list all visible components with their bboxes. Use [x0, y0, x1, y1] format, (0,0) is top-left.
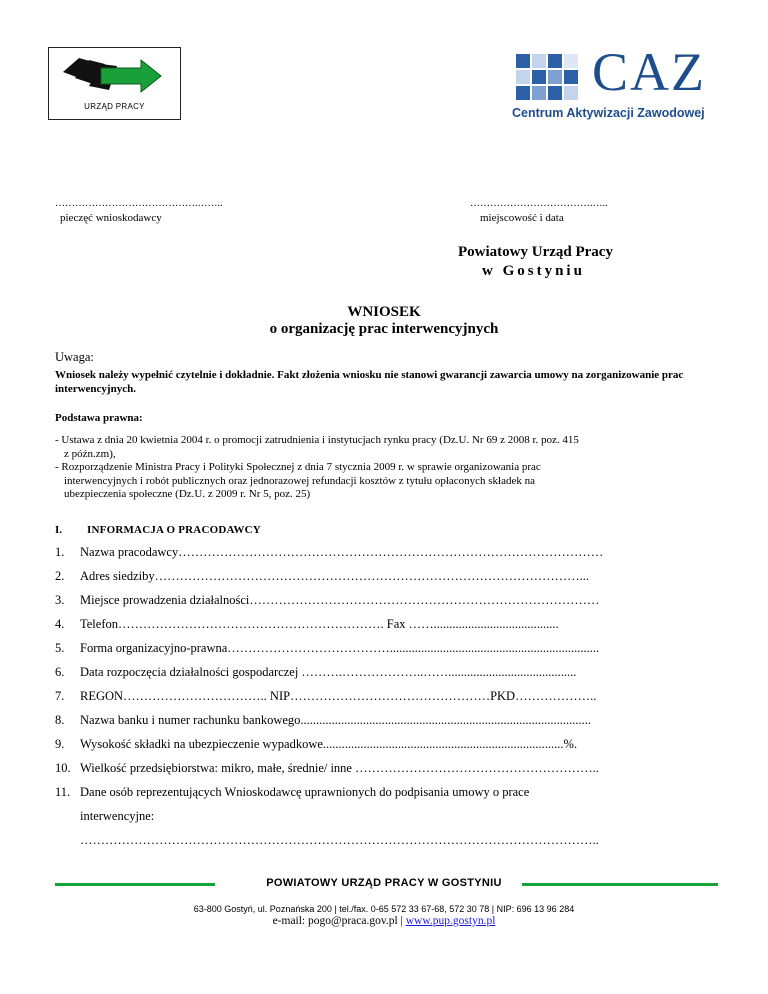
note-text: Wniosek należy wypełnić czytelnie i dokładnie. Fakt złożenia wniosku nie stanowi gwarancji zawarcia umowy na zorganizowanie prac interwencyjnych. [55, 369, 684, 395]
place-line: ……………………………….….. [470, 198, 608, 209]
legal-item-2-cont2: ubezpieczenia społeczne (Dz.U. z 2009 r. Nr 5, poz. 25) [64, 488, 311, 500]
form-row[interactable]: 7. REGON…………………………….. NIP…………………………………………PKD……………….. [55, 689, 597, 703]
legal-basis [55, 434, 695, 502]
document-subtitle: o organizację prac interwencyjnych [269, 321, 499, 337]
section-number: I. [55, 524, 63, 536]
recipient-line-2: w Gostyniu [482, 263, 585, 279]
form-row[interactable]: 2. Adres siedziby…………………………………………………………………………………………... [55, 569, 590, 583]
form-row[interactable]: 1. Nazwa pracodawcy………………………………………………………………………………………… [55, 545, 604, 559]
place-label: miejscowość i data [480, 212, 564, 224]
grid-squares-icon [512, 50, 582, 104]
urzad-pracy-logo [48, 47, 181, 120]
caz-subtitle: Centrum Aktywizacji Zawodowej [512, 106, 705, 120]
legal-item-2: - Rozporządzenie Ministra Pracy i Polityki Społecznej z dnia 7 stycznia 2009 r. w sprawie organizowania prac [55, 461, 541, 473]
legal-item-1: - Ustawa z dnia 20 kwietnia 2004 r. o promocji zatrudnienia i instytucjach rynku pracy (Dz.U. Nr 69 z 2008 r. poz. 415 [55, 434, 579, 446]
footer-contact [0, 915, 768, 927]
document-title: WNIOSEK [347, 304, 421, 320]
cards-arrow-icon [49, 48, 180, 98]
form-row[interactable]: 4. Telefon………………………………………………………. Fax ……........................................ [55, 617, 559, 631]
legal-item-2-cont: interwencyjnych i robót publicznych oraz jednorazowej refundacji kosztów z tytułu opłaconych składek na [64, 474, 536, 487]
stamp-line: …………………………………….…….. [55, 198, 223, 209]
form-row[interactable]: 8. Nazwa banku i numer rachunku bankowego............................................................................................. [55, 713, 592, 727]
stamp-label: pieczęć wnioskodawcy [60, 212, 162, 224]
legal-basis-label: Podstawa prawna: [55, 412, 143, 424]
form-row[interactable]: 10. Wielkość przedsiębiorstwa: mikro, małe, średnie/ inne ………………………………………………….. [55, 761, 599, 775]
legal-item-1-cont: z późn.zm), [64, 447, 116, 460]
footer-address: 63-800 Gostyń, ul. Poznańska 200 | tel./fax. 0-65 572 33 67-68, 572 30 78 | NIP: 696 13 96 284 [193, 904, 575, 914]
form-row-dots[interactable]: …………………………………………………………………………………………………………….. [80, 833, 599, 847]
footer-title: POWIATOWY URZĄD PRACY W GOSTYNIU [266, 877, 502, 889]
caz-logo [512, 42, 712, 122]
form-row[interactable]: 6. Data rozpoczęcia działalności gospodarczej ……….………………..……......................................... [55, 665, 577, 679]
recipient-line-1: Powiatowy Urząd Pracy [458, 244, 613, 260]
footer-website-link[interactable]: www.pup.gostyn.pl [405, 915, 496, 927]
form-row[interactable]: 9. Wysokość składki na ubezpieczenie wypadkowe.............................................................................%. [55, 737, 578, 751]
logo-label: URZĄD PRACY [84, 102, 145, 111]
section-heading [55, 524, 261, 536]
caz-title: CAZ [592, 42, 706, 102]
note-label: Uwaga: [55, 350, 94, 364]
form-row-cont: interwencyjne: [80, 809, 155, 823]
section-title: INFORMACJA O PRACODAWCY [87, 524, 261, 536]
footer-email: e-mail: pogo@praca.gov.pl | [272, 915, 406, 927]
form-row[interactable]: 11. Dane osób reprezentujących Wnioskodawcę uprawnionych do podpisania umowy o prace [55, 785, 530, 799]
form-row[interactable]: 3. Miejsce prowadzenia działalności………………………………………………………………………… [55, 593, 600, 607]
form-row[interactable]: 5. Forma organizacyjno-prawna…………………………………................................................................... [55, 641, 600, 655]
